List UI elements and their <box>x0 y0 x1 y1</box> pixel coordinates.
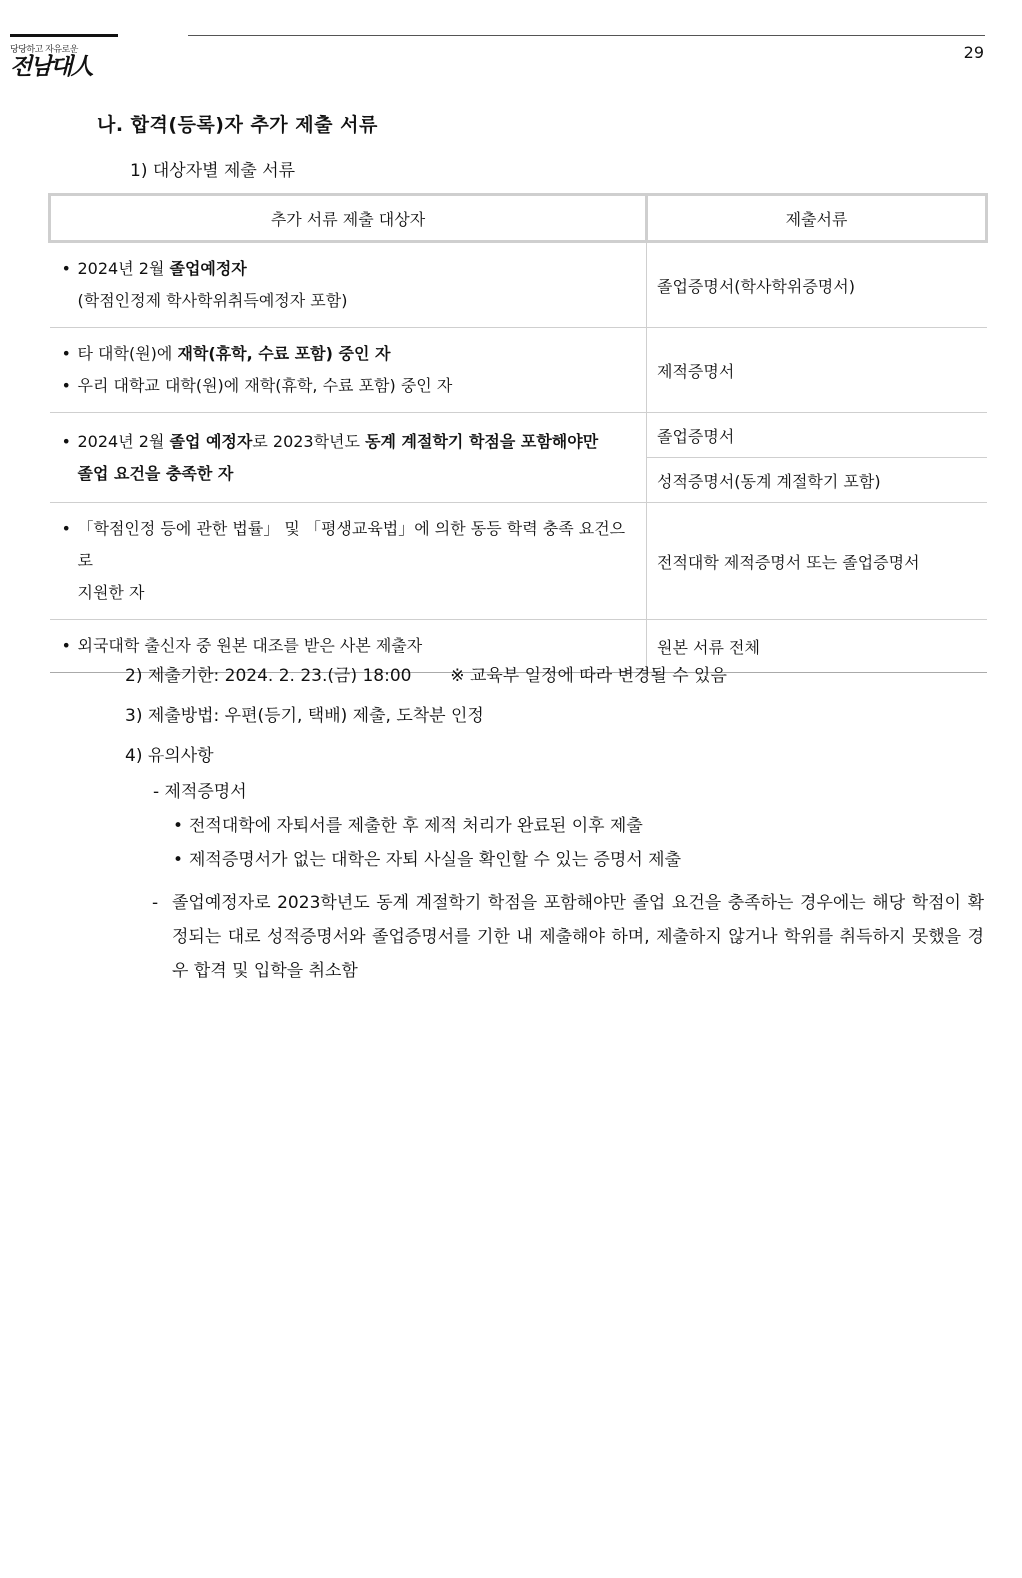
target-text: 졸업예정자 <box>169 259 247 278</box>
header-target: 추가 서류 제출 대상자 <box>50 195 647 242</box>
target-line <box>62 458 639 490</box>
target-text: 동계 계절학기 학점을 포함해야만 <box>365 431 599 451</box>
document-cell: 제적증명서 <box>647 328 987 413</box>
target-line <box>62 370 639 402</box>
target-text: 2024년 2월 <box>77 431 170 451</box>
university-logo <box>10 34 118 80</box>
target-cell <box>50 328 647 413</box>
deadline-line <box>125 660 985 700</box>
cert-heading: - 제적증명서 <box>153 782 247 802</box>
target-text: 「학점인정 등에 관한 법률」 및 「평생교육법」에 의한 동등 학력 충족 요건으로 <box>77 519 626 570</box>
cert-bullet <box>125 810 985 844</box>
table-header-row <box>50 195 987 242</box>
logo-tagline: 당당하고 자유로운 <box>10 45 78 55</box>
graduation-note-text: 졸업예정자로 2023학년도 동계 계절학기 학점을 포함해야만 졸업 요건을 충족하는 경우에는 해당 학점이 확정되는 대로 성적증명서와 졸업증명서를 기한 내 제출해야 하며, 제출하지 않거나 학위를 취득하지 못했을 경우 합격 및 입학을 취소함 <box>172 893 984 981</box>
target-cell <box>50 503 647 620</box>
notes-section <box>125 660 985 878</box>
target-line <box>62 426 639 458</box>
method-line: 3) 제출방법: 우편(등기, 택배) 제출, 도착분 인정 <box>125 706 484 726</box>
cert-bullet-text: 제적증명서가 없는 대학은 자퇴 사실을 확인할 수 있는 증명서 제출 <box>189 850 682 870</box>
cert-bullet <box>125 844 985 878</box>
deadline-note: ※ 교육부 일정에 따라 변경될 수 있음 <box>450 666 727 686</box>
table-body <box>50 242 987 673</box>
target-text: 졸업 예정자 <box>169 431 253 451</box>
table-row <box>50 413 987 458</box>
document-cell: 성적증명서(동계 계절학기 포함) <box>647 458 987 503</box>
page-number: 29 <box>963 43 984 62</box>
target-line <box>62 285 639 317</box>
target-line <box>62 513 639 577</box>
target-text: 지원한 자 <box>77 583 145 602</box>
target-text: 재학(휴학, 수료 포함) 중인 자 <box>177 344 391 363</box>
dash-mark: - <box>152 893 159 913</box>
table-row <box>50 503 987 620</box>
table-row <box>50 242 987 328</box>
subsection-title: 1) 대상자별 제출 서류 <box>130 161 296 181</box>
document-cell: 원본 서류 전체 <box>647 620 987 673</box>
target-text: 졸업 요건을 충족한 자 <box>77 463 234 483</box>
graduation-note <box>152 886 984 988</box>
target-text: 우리 대학교 대학(원)에 재학(휴학, 수료 포함) 중인 자 <box>77 376 453 395</box>
cert-bullet-text: 전적대학에 자퇴서를 제출한 후 제적 처리가 완료된 이후 제출 <box>189 816 643 836</box>
header-rule <box>188 35 985 36</box>
logo-bar <box>10 34 118 37</box>
target-text: 2024년 2월 <box>77 259 170 278</box>
section-title: 나. 합격(등록)자 추가 제출 서류 <box>97 114 378 136</box>
target-line <box>62 577 639 609</box>
document-cell: 졸업증명서(학사학위증명서) <box>647 242 987 328</box>
bullet-dot: • <box>173 850 184 870</box>
caution-title: 4) 유의사항 <box>125 746 214 766</box>
target-line <box>62 630 639 662</box>
target-line <box>62 338 639 370</box>
documents-table <box>48 193 988 673</box>
target-text: 타 대학(원)에 <box>77 344 178 363</box>
deadline: 2) 제출기한: 2024. 2. 23.(금) 18:00 <box>125 666 412 686</box>
target-cell <box>50 413 647 503</box>
bullet-dot: • <box>173 816 184 836</box>
target-text: (학점인정제 학사학위취득예정자 포함) <box>77 291 348 310</box>
target-line <box>62 253 639 285</box>
header-documents: 제출서류 <box>647 195 987 242</box>
target-text: 로 2023학년도 <box>252 431 366 451</box>
table-row <box>50 328 987 413</box>
document-cell: 졸업증명서 <box>647 413 987 458</box>
target-cell <box>50 242 647 328</box>
target-text: 외국대학 출신자 중 원본 대조를 받은 사본 제출자 <box>77 636 423 655</box>
document-cell: 전적대학 제적증명서 또는 졸업증명서 <box>647 503 987 620</box>
logo-wordmark: 전남대人 <box>10 53 92 80</box>
